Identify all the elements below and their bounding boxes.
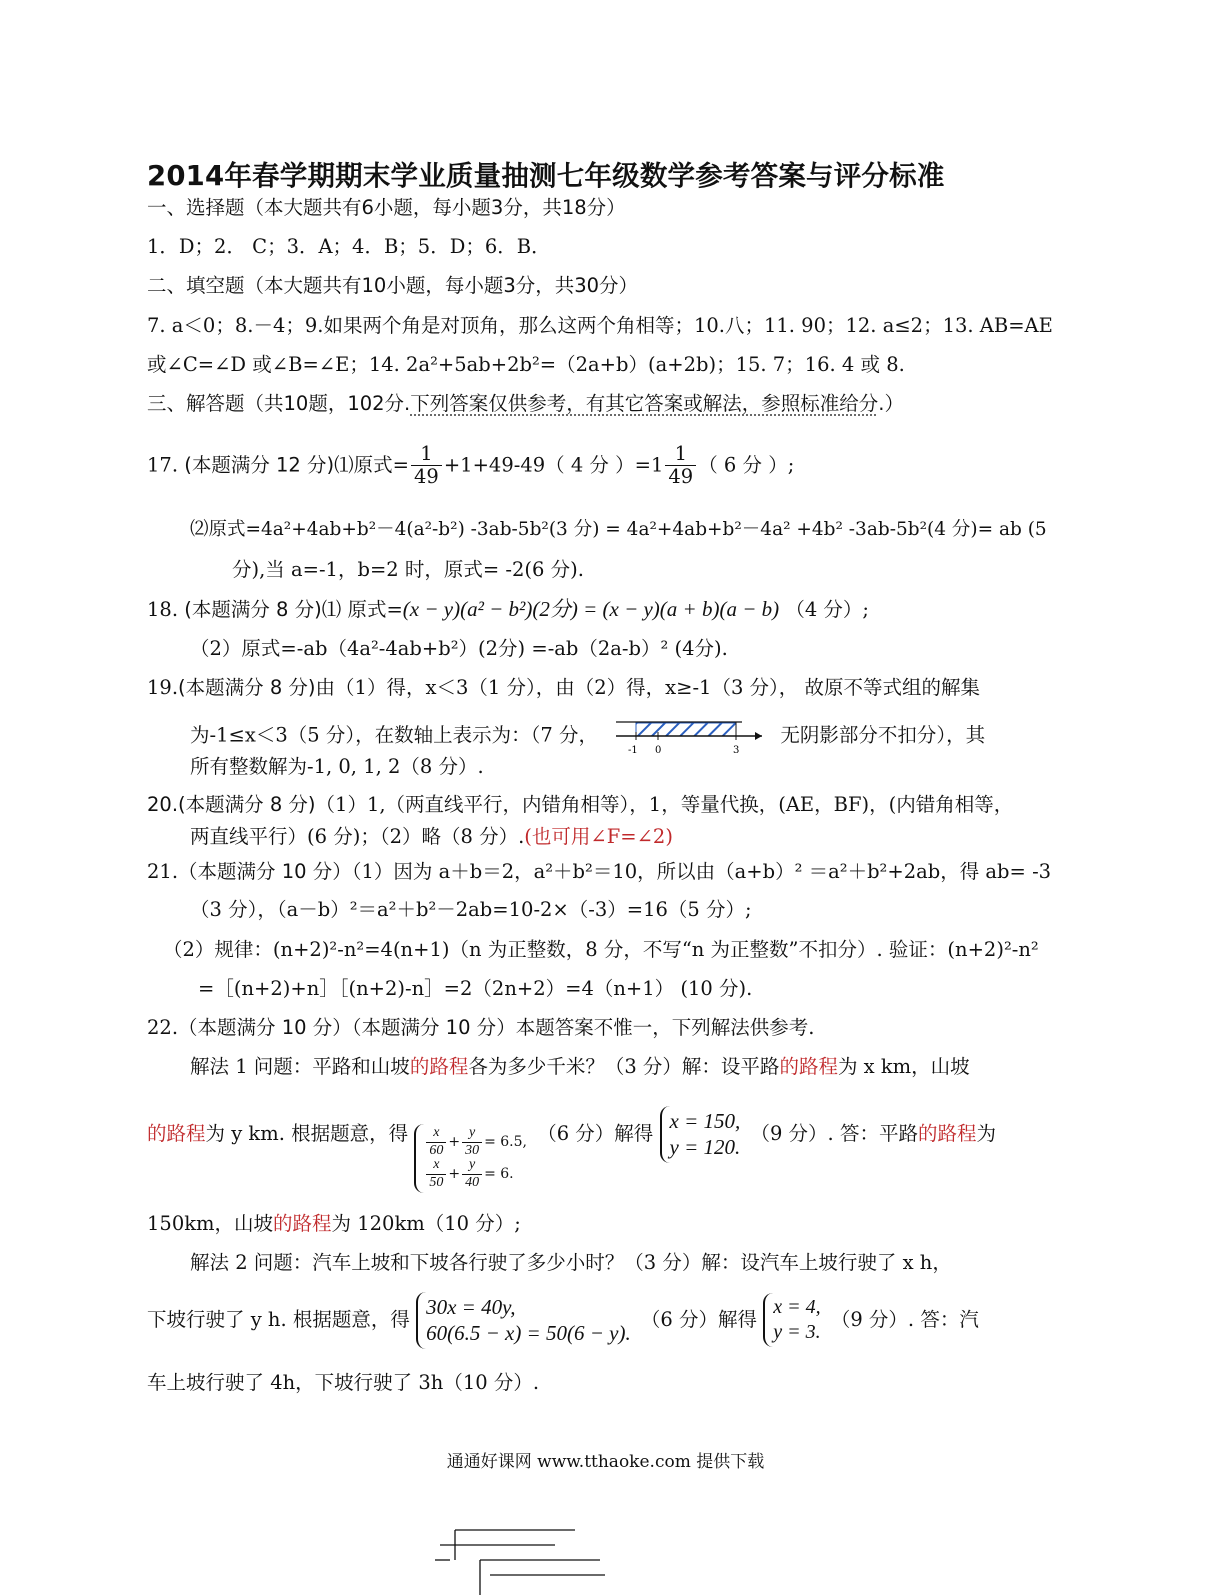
solution-row: y = 120. xyxy=(669,1135,741,1160)
q22-m2-equation-system xyxy=(416,1292,635,1349)
q17-part-2-line-1: ⑵原式=4a²+4ab+b²－4(a²-b²) -3ab-5b²(3 分) = 4a²+4ab+b²－4a² +4b² -3ab-5b²(4 分)= ab (5 xyxy=(190,519,1047,540)
q21-text: ）（1）因为 a＋b＝2，a²＋b²＝10，所以由（a+b）² ＝a²＋b²+2ab，得 ab= -3 xyxy=(332,860,1052,883)
eq-rhs: = 6.5, xyxy=(484,1134,527,1151)
q22-m1-text-f: （6 分）解得 xyxy=(537,1121,654,1145)
q22-m1-red-4: 的路程 xyxy=(917,1121,977,1145)
q21-line-1 xyxy=(147,862,1051,882)
q20-score: (本题满分 8 分) xyxy=(178,793,316,816)
q17-number: 17. xyxy=(147,453,179,477)
q17-score: (本题满分 12 分) xyxy=(184,453,335,477)
equation-row: 30x = 40y, xyxy=(426,1295,516,1319)
fraction-denominator: 49 xyxy=(668,465,694,489)
q22-m1-text-c: 为 x km，山坡 xyxy=(837,1055,970,1078)
q21-line-2: （3 分），（a－b）²＝a²＋b²－2ab=10-2×（-3）=16（5 分）; xyxy=(190,898,752,921)
q17-part-2-line-2: 分),当 a=-1，b=2 时，原式= -2(6 分). xyxy=(232,558,584,581)
q21-score: 本题满分 10 分 xyxy=(197,860,333,883)
q22-m2-solution-system xyxy=(763,1293,824,1347)
page-title: 2014年春学期期末学业质量抽测七年级数学参考答案与评分标准 xyxy=(147,160,945,192)
section-2-heading: 二、填空题（本大题共有10小题，每小题3分，共30分） xyxy=(147,274,639,297)
q22-method-1-line-1 xyxy=(190,1057,970,1077)
q22-m1-text-g: （9 分）. 答：平路 xyxy=(750,1121,918,1145)
q17-text-a: ⑴原式= xyxy=(334,453,409,477)
solution-row: y = 3. xyxy=(773,1321,821,1344)
q18-score: (本题满分 8 分) xyxy=(184,598,322,621)
q22-line-1 xyxy=(147,1018,814,1038)
section-3-heading xyxy=(147,394,904,414)
q20-line-1 xyxy=(147,795,1013,815)
decorative-lines xyxy=(430,1525,610,1595)
q20-text: （1）1,（两直线平行，内错角相等），1，等量代换，(AE，BF)，(内错角相等， xyxy=(315,793,1014,816)
tick-label: 0 xyxy=(655,745,662,756)
q22-method-1-line-3 xyxy=(147,1214,521,1234)
number-line-figure xyxy=(614,716,764,756)
solution-row: x = 4, xyxy=(773,1296,821,1319)
q22-m1-text-b: 各为多少千米？（3 分）解：设平路 xyxy=(468,1055,780,1078)
q18-text-a: ⑴ 原式= xyxy=(321,598,403,621)
q22-method-2-line-1: 解法 2 问题：汽车上坡和下坡各行驶了多少小时？（3 分）解：设汽车上坡行驶了 x h， xyxy=(190,1251,952,1274)
equation-row: 60(6.5 − x) = 50(6 − y). xyxy=(426,1321,631,1346)
q22-m1-end-b: 为 120km（10 分）; xyxy=(331,1212,521,1235)
solution-shaded-region xyxy=(636,723,736,736)
q20-red-note: (也可用∠F=∠2) xyxy=(524,825,673,848)
q20-text-2: 两直线平行）(6 分)；（2）略（8 分）. xyxy=(190,825,525,848)
equation-row: $\frac{x}{60}$ + $\frac{y}{30}$ = 6.5, xyxy=(424,1126,527,1158)
q21-line-3: （2）规律：(n+2)²-n²=4(n+1)（n 为正整数，8 分，不写“n 为正整数”不扣分）. 验证：(n+2)²-n² xyxy=(163,938,1039,961)
q19-score: (本题满分 8 分) xyxy=(178,676,316,699)
tick-label: 3 xyxy=(733,745,740,756)
fraction-numerator: 1 xyxy=(665,444,696,466)
q20-number: 20. xyxy=(147,793,179,816)
q17-text-c: （ 6 分 ）; xyxy=(698,453,795,477)
equation-row: $\frac{x}{50}$ + $\frac{y}{40}$ = 6. xyxy=(424,1158,527,1190)
q22-m1-equation-system xyxy=(414,1124,531,1193)
q18-line-1 xyxy=(147,599,869,620)
q22-m1-solution-system xyxy=(660,1106,745,1163)
q17-fraction-2 xyxy=(665,444,696,488)
q22-m2-text-c: （6 分）解得 xyxy=(640,1307,758,1331)
section-3-heading-b: 下列答案仅供参考，有其它答案或解法，参照标准给分 xyxy=(410,392,879,415)
section-2-line-1: 7. a＜0；8.－4；9.如果两个角是对顶角，那么这两个角相等；10.八；11. 90；12. a≤2；13. AB=AE xyxy=(147,314,1053,337)
q19-text-a: 为-1≤x＜3（5 分），在数轴上表示为：（7 分， xyxy=(190,723,598,747)
fraction-numerator: 1 xyxy=(411,444,442,466)
q22-method-2-line-2 xyxy=(147,1292,979,1349)
q22-m1-red-2: 的路程 xyxy=(779,1055,838,1078)
q22-m1-red-1: 的路程 xyxy=(409,1055,469,1078)
q19-text-b: 无阴影部分不扣分），其 xyxy=(780,723,986,747)
q22-m1-text-d: 为 y km. 根据题意，得 xyxy=(205,1121,409,1145)
q22-m1-red-3: 的路程 xyxy=(147,1121,206,1145)
section-2-line-2: 或∠C=∠D 或∠B=∠E；14. 2a²+5ab+2b²=（2a+b）(a+2b)；15. 7；16. 4 或 8. xyxy=(147,353,905,376)
q22-m2-text-d: （9 分）. 答：汽 xyxy=(830,1307,979,1331)
solution-row: x = 150, xyxy=(669,1109,741,1134)
section-1-heading: 一、选择题（本大题共有6小题，每小题3分，共18分） xyxy=(147,196,626,219)
section-3-heading-c: .） xyxy=(878,392,904,415)
q22-method-1-line-2 xyxy=(147,1100,996,1191)
q21-number: 21.（ xyxy=(147,860,198,883)
arrow-icon xyxy=(755,732,762,740)
q22-number: 22.（ xyxy=(147,1016,198,1039)
q22-m1-end-a: 150km，山坡 xyxy=(147,1212,274,1235)
q17-fraction xyxy=(411,444,442,488)
section-1-answers: 1．D；2． C；3．A；4．B；5．D；6．B． xyxy=(147,235,551,258)
q19-line-1 xyxy=(147,678,980,698)
q22-method-2-line-3: 车上坡行驶了 4h，下坡行驶了 3h（10 分）. xyxy=(147,1371,540,1394)
q17-text-b: +1+49-49（ 4 分 ）=1 xyxy=(443,453,664,477)
q18-part-2: （2）原式=-ab（4a²-4ab+b²）(2分) =-ab（2a-b）² (4分). xyxy=(190,637,728,660)
q22-score: 本题满分 10 分）（本题满分 10 分 xyxy=(197,1016,497,1039)
eq-rhs: = 6. xyxy=(484,1166,514,1183)
q19-line-2 xyxy=(190,716,985,756)
q17-line-1 xyxy=(147,444,794,488)
tick-label: -1 xyxy=(628,745,638,756)
section-3-heading-a: 三、解答题（共10题，102分. xyxy=(147,392,411,415)
q18-number: 18. xyxy=(147,598,179,621)
q18-math: (x − y)(a² − b²)(2分) = (x − y)(a + b)(a − b) xyxy=(402,597,780,621)
q21-line-4: =［(n+2)+n］［(n+2)-n］=2（2n+2）=4（n+1） (10 分). xyxy=(198,977,753,1000)
q20-line-2 xyxy=(190,827,673,847)
fraction-denominator: 49 xyxy=(414,465,439,489)
q22-m1-text-a: 解法 1 问题：平路和山坡 xyxy=(190,1055,410,1078)
q18-text-b: （4 分）; xyxy=(785,598,870,621)
q22-m2-text-b: 下坡行驶了 y h. 根据题意，得 xyxy=(147,1307,410,1331)
q22-m1-text-h: 为 xyxy=(976,1121,996,1145)
q19-text: 由（1）得，x＜3（1 分），由（2）得，x≥-1（3 分）， 故原不等式组的解集 xyxy=(315,676,981,699)
q19-line-3: 所有整数解为-1, 0, 1, 2（8 分）. xyxy=(190,755,484,778)
page-footer: 通通好课网 www.tthaoke.com 提供下载 xyxy=(446,1452,765,1472)
q22-m1-red-5: 的路程 xyxy=(273,1212,332,1235)
q22-text: ）本题答案不惟一，下列解法供参考. xyxy=(496,1016,815,1039)
q19-number: 19. xyxy=(147,676,179,699)
